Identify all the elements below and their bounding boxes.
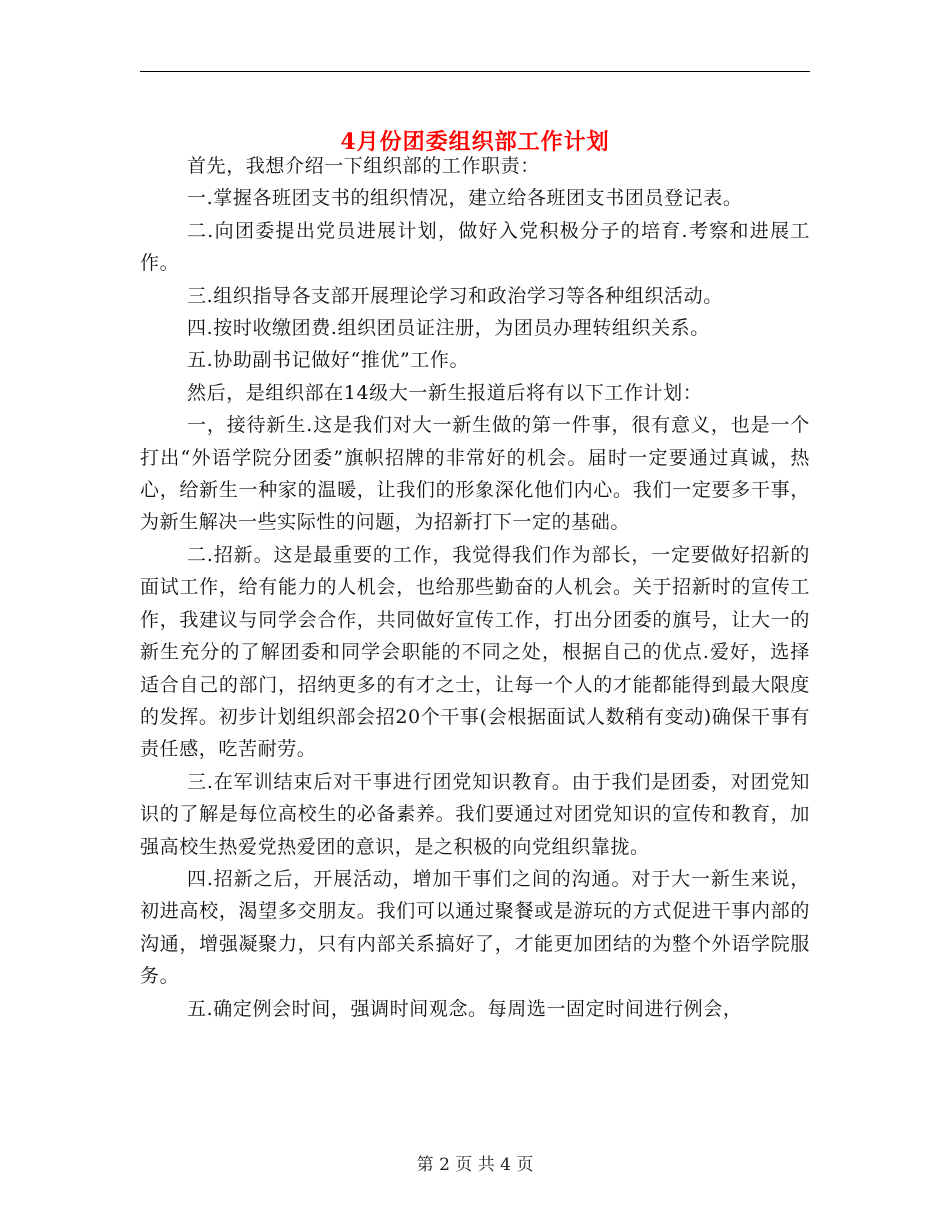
document-body	[140, 150, 810, 1025]
paragraph-plan-intro: 然后，是组织部在14级大一新生报道后将有以下工作计划：	[187, 381, 703, 404]
paragraph-plan-5: 五.确定例会时间，强调时间观念。每周选一固定时间进行例会，	[187, 997, 743, 1020]
paragraph-plan-2: 二.招新。这是最重要的工作，我觉得我们作为部长，一定要做好招新的面试工作，给有能力的人机会，也给那些勤奋的人机会。关于招新时的宣传工作，我建议与同学会合作，共同做好宣传工作，打出分团委的旗号，让大一的新生充分的了解团委和同学会职能的不同之处，根据自己的优点.爱好，选择适合自己的部门，招纳更多的有才之士，让每一个人的才能都能得到最大限度的发挥。初步计划组织部会招20个干事(会根据面试人数稍有变动)确保干事有责任感，吃苦耐劳。	[140, 543, 810, 761]
paragraph-intro: 首先，我想介绍一下组织部的工作职责：	[187, 155, 540, 177]
page-footer: 第 2 页 共 4 页	[416, 1155, 534, 1175]
header-rule	[140, 71, 810, 72]
paragraph-plan-3: 三.在军训结束后对干事进行团党知识教育。由于我们是团委，对团党知识的了解是每位高校生的必备素养。我们要通过对团党知识的宣传和教育，加强高校生热爱党热爱团的意识，是之积极的向党组织靠拢。	[140, 770, 810, 858]
document-title: 4月份团委组织部工作计划	[340, 128, 610, 155]
paragraph-duty-3: 三.组织指导各支部开展理论学习和政治学习等各种组织活动。	[187, 284, 723, 307]
paragraph-plan-4: 四.招新之后，开展活动，增加干事们之间的沟通。对于大一新生来说，初进高校，渴望多交朋友。我们可以通过聚餐或是游玩的方式促进干事内部的沟通，增强凝聚力，只有内部关系搞好了，才能更加团结的为整个外语学院服务。	[140, 867, 810, 988]
paragraph-duty-2: 二.向团委提出党员进展计划，做好入党积极分子的培育.考察和进展工作。	[140, 219, 810, 275]
paragraph-duty-1: 一.掌握各班团支书的组织情况，建立给各班团支书团员登记表。	[187, 187, 743, 210]
paragraph-plan-1: 一，接待新生.这是我们对大一新生做的第一件事，很有意义，也是一个打出“外语学院分团委”旗帜招牌的非常好的机会。届时一定要通过真诚，热心，给新生一种家的温暖，让我们的形象深化他们内心。我们一定要多干事，为新生解决一些实际性的问题，为招新打下一定的基础。	[140, 414, 810, 534]
paragraph-duty-5: 五.协助副书记做好“推优”工作。	[187, 349, 470, 372]
paragraph-duty-4: 四.按时收缴团费.组织团员证注册，为团员办理转组织关系。	[187, 317, 710, 340]
